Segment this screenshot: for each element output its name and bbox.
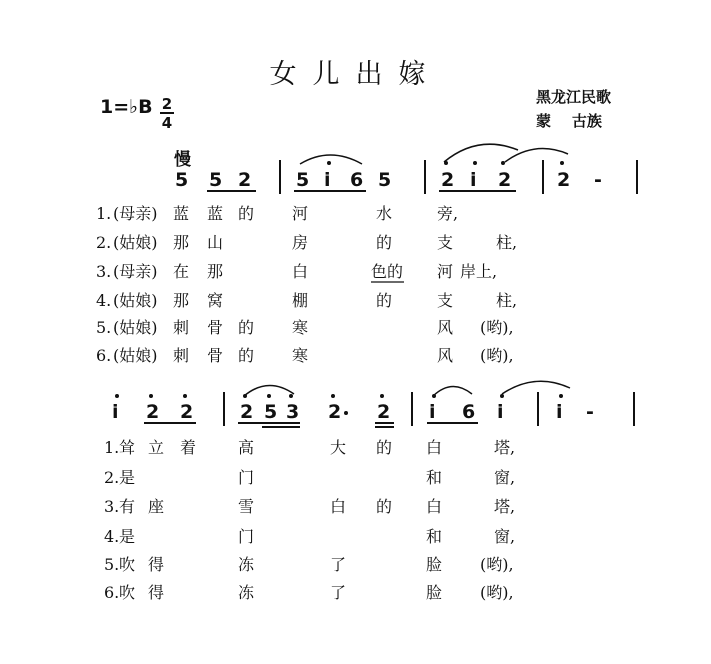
lyric: 冻 [238, 555, 255, 574]
lyric: 塔, [494, 497, 516, 516]
verse [104, 583, 514, 602]
note: 2 [441, 169, 455, 191]
lyric: 白 [426, 438, 443, 457]
lyric: 座 [148, 497, 165, 516]
notation-line-2 [112, 381, 634, 427]
note: 2 [377, 401, 391, 423]
song-title: 女儿出嫁 [269, 59, 442, 90]
high-octave-dot [331, 394, 335, 398]
verse-number: 2. [96, 233, 112, 252]
lyrics-line-2 [104, 438, 515, 602]
lyric: 了 [330, 555, 347, 574]
lyric: 河 [292, 204, 309, 223]
lyric: 得 [148, 555, 165, 574]
lyric: 河 [437, 262, 454, 281]
lyric: 和 [426, 527, 443, 546]
note: 2 [557, 169, 571, 191]
notation-line-1 [175, 144, 637, 194]
note: i [429, 401, 436, 423]
lyric: 寒 [292, 318, 309, 337]
lyric: 蓝 [173, 204, 190, 223]
note: 5 [378, 169, 392, 191]
high-octave-dot [327, 161, 331, 165]
note: 2 [240, 401, 254, 423]
lyric: 的 [376, 497, 393, 516]
verse-number: 4. [96, 291, 112, 310]
high-octave-dot [289, 394, 293, 398]
lyric: (哟), [480, 583, 514, 602]
lyric: 得 [148, 583, 165, 602]
dash-extension: - [594, 169, 602, 191]
high-octave-dot [559, 394, 563, 398]
lyric: 在 [173, 262, 190, 281]
high-octave-dot [149, 394, 153, 398]
lyric: 和 [426, 468, 443, 487]
tempo-marking: 慢 [174, 150, 191, 170]
verse [96, 262, 497, 282]
verse [96, 318, 514, 337]
note: 2 [180, 401, 194, 423]
lyric: 色的 [371, 262, 404, 281]
lyric: (哟), [480, 318, 514, 337]
song-ethnicity: 蒙 古族 [536, 112, 602, 130]
verse-number: 5. [96, 318, 112, 337]
singer-role: (母亲) [113, 262, 158, 281]
lyric: 着 [180, 438, 197, 457]
lyric: (哟), [480, 555, 514, 574]
lyric: 是 [119, 468, 136, 487]
verse-number: 2. [104, 468, 120, 487]
lyric: 高 [238, 438, 255, 457]
verse [96, 233, 517, 252]
note: 5 [264, 401, 278, 423]
lyric: 门 [238, 468, 255, 487]
lyric: 立 [148, 438, 165, 457]
high-octave-dot [183, 394, 187, 398]
lyric: 窗, [494, 468, 516, 487]
note: 5 [209, 169, 223, 191]
note: i [324, 169, 331, 191]
lyric: (哟), [480, 346, 514, 365]
lyric: 蓝 [207, 204, 224, 223]
lyric: 骨 [207, 318, 224, 337]
singer-role: (姑娘) [113, 318, 158, 337]
high-octave-dot [560, 161, 564, 165]
lyric: 有 [119, 497, 136, 516]
lyric: 山 [207, 233, 224, 252]
lyric: 门 [238, 527, 255, 546]
lyric: 窗, [494, 527, 516, 546]
note: 5 [296, 169, 310, 191]
lyric: 风 [437, 318, 454, 337]
high-octave-dot [115, 394, 119, 398]
lyric: 棚 [292, 291, 309, 310]
lyric: 柱, [496, 291, 518, 310]
verse-number: 3. [96, 262, 112, 281]
lyric: 房 [292, 233, 309, 252]
high-octave-dot [473, 161, 477, 165]
singer-role: (母亲) [113, 204, 158, 223]
note: 3 [286, 401, 300, 423]
lyric: 那 [173, 233, 190, 252]
note: i [556, 401, 563, 423]
note: 6 [350, 169, 364, 191]
verse-number: 4. [104, 527, 120, 546]
high-octave-dot [267, 394, 271, 398]
note: i [112, 401, 119, 423]
lyric: 的 [376, 438, 393, 457]
verse [96, 346, 514, 365]
verse-number: 1. [96, 204, 112, 223]
lyric: 雪 [238, 497, 255, 516]
lyric: 窝 [207, 291, 224, 310]
lyric: 耸 [119, 438, 136, 457]
note: i [470, 169, 477, 191]
note: 5 [175, 169, 189, 191]
lyric: 支 [437, 291, 454, 310]
verse-number: 5. [104, 555, 120, 574]
lyric: 的 [376, 233, 393, 252]
lyric: 的 [238, 346, 255, 365]
high-octave-dot [380, 394, 384, 398]
verse [104, 555, 514, 574]
lyric: 柱, [496, 233, 518, 252]
lyric: 寒 [292, 346, 309, 365]
verse [104, 497, 515, 516]
lyric: 了 [330, 583, 347, 602]
lyric: 旁, [437, 204, 459, 223]
lyric: 水 [376, 204, 393, 223]
verse-number: 6. [104, 583, 120, 602]
note: 2 [238, 169, 252, 191]
lyric: 支 [437, 233, 454, 252]
lyric: 刺 [173, 318, 190, 337]
time-denominator: 4 [161, 114, 173, 132]
lyric: 吹 [119, 555, 136, 574]
augmentation-dot [344, 411, 348, 415]
lyric: 塔, [494, 438, 516, 457]
lyric: 岸上, [460, 262, 498, 281]
note: 2 [146, 401, 160, 423]
verse-number: 1. [104, 438, 120, 457]
lyric: 冻 [238, 583, 255, 602]
lyric: 风 [437, 346, 454, 365]
key-signature: 1=♭B [100, 96, 153, 118]
singer-role: (姑娘) [113, 233, 158, 252]
verse [104, 438, 515, 457]
verse [96, 204, 458, 223]
lyric: 大 [330, 438, 347, 457]
song-origin: 黑龙江民歌 [536, 88, 612, 106]
lyric: 的 [376, 291, 393, 310]
verse-number: 3. [104, 497, 120, 516]
lyrics-line-1 [96, 204, 517, 365]
verse [104, 468, 515, 487]
note: 2 [498, 169, 512, 191]
lyric: 白 [292, 262, 309, 281]
verse-number: 6. [96, 346, 112, 365]
lyric: 刺 [173, 346, 190, 365]
lyric: 白 [330, 497, 347, 516]
verse [96, 291, 517, 310]
high-octave-dot [500, 394, 504, 398]
note: i [497, 401, 504, 423]
tie [502, 381, 570, 394]
lyric: 的 [238, 204, 255, 223]
lyric: 脸 [426, 583, 443, 602]
singer-role: (姑娘) [113, 346, 158, 365]
note: 2 [328, 401, 342, 423]
slur [300, 155, 362, 164]
slur [444, 144, 518, 162]
lyric: 吹 [119, 583, 136, 602]
note: 6 [462, 401, 476, 423]
high-octave-dot [501, 161, 505, 165]
lyric: 是 [119, 527, 136, 546]
lyric: 白 [426, 497, 443, 516]
lyric: 骨 [207, 346, 224, 365]
lyric: 那 [173, 291, 190, 310]
time-numerator: 2 [161, 95, 173, 113]
verse [104, 527, 515, 546]
lyric: 脸 [426, 555, 443, 574]
lyric: 那 [207, 262, 224, 281]
lyric: 的 [238, 318, 255, 337]
dash-extension: - [586, 401, 594, 423]
singer-role: (姑娘) [113, 291, 158, 310]
tie [505, 149, 568, 162]
slur [433, 386, 472, 396]
